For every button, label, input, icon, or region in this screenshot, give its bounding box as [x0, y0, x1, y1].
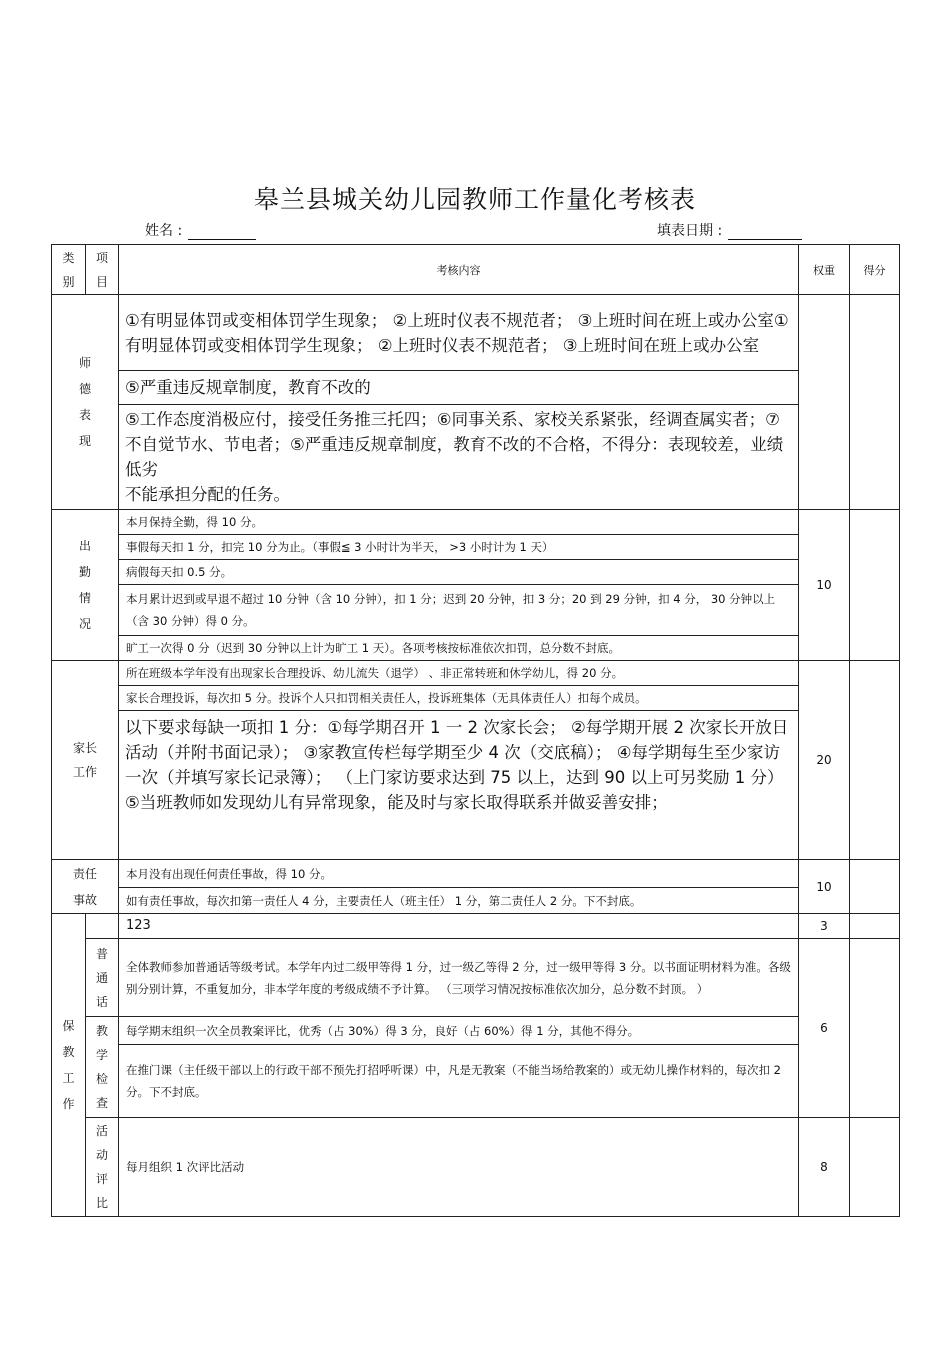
header-row [52, 245, 900, 295]
category-attendance [52, 510, 119, 661]
activity-content: 每月组织 1 次评比活动 [119, 1118, 799, 1217]
attendance-weight: 10 [799, 510, 850, 661]
category-teaching [52, 914, 86, 1217]
table-row [52, 686, 900, 711]
header-item-text: 项目 [95, 250, 108, 289]
inspection-row-2: 在推门课（主任级干部以上的行政干部不预先打招呼听课）中，凡是无教案（不能当场给教案的）或无幼儿操作材料的，每次扣 2 分。下不封底。 [119, 1045, 799, 1118]
category-ethics [52, 295, 119, 510]
inspection-weight: 6 [799, 939, 850, 1118]
attendance-row-2: 事假每天扣 1 分，扣完 10 分为止。（事假≦ 3 小时计为半天， >3 小时计为 1 天） [119, 535, 799, 560]
category-parents [52, 661, 119, 860]
table-row [52, 860, 900, 888]
parents-weight: 20 [799, 661, 850, 860]
ethics-weight [799, 295, 850, 510]
parents-row-3: 以下要求每缺一项扣 1 分：①每学期召开 1 一 2 次家长会； ②每学期开展 2 次家长开放日活动（并附书面记录）； ③家教宣传栏每学期至少 4 次（交底稿）； ④每学期每生至少家访一次（并填写家长记录簿）； （上门家访要求达到 75 以上，达到 90 以上可另奖励 1 分） ⑤当班教师如发现幼儿有异常现象，能及时与家长取得联系并做妥善安排； [119, 711, 799, 860]
ethics-row-1: ①有明显体罚或变相体罚学生现象； ②上班时仪表不规范者； ③上班时间在班上或办公室①有明显体罚或变相体罚学生现象； ②上班时仪表不规范者； ③上班时间在班上或办公室 [119, 295, 799, 371]
category-teaching-text: 保教工作 [62, 1019, 75, 1111]
table-row [52, 1045, 900, 1118]
item-activity-text: 活动评比 [95, 1124, 108, 1210]
item-mandarin-text: 普通话 [95, 946, 108, 1009]
category-safety-text: 责任事故 [72, 866, 97, 907]
ethics-row-3-text: ⑤工作态度消极应付，接受任务推三托四；⑥同事关系、家校关系紧张，经调查属实者；⑦不自觉节水、节电者；⑤严重违反规章制度，教育不改的不合格，不得分：表现较差，业绩低劣 [125, 410, 784, 479]
activity-weight: 8 [799, 1118, 850, 1217]
category-attendance-text: 出勤情况 [78, 539, 91, 631]
attendance-score[interactable] [850, 510, 900, 661]
item-activity [86, 1118, 119, 1217]
parents-row-1: 所在班级本学年没有出现家长合理投诉、幼儿流失（退学） 、非正常转班和休学幼儿，得 20 分。 [119, 661, 799, 686]
teaching-row-0-score[interactable] [850, 914, 900, 939]
activity-score[interactable] [850, 1118, 900, 1217]
table-row [52, 585, 900, 636]
table-row [52, 888, 900, 914]
mandarin-content: 全体教师参加普通话等级考试。本学年内过二级甲等得 1 分，过一级乙等得 2 分，过一级甲等得 3 分。以书面证明材料为准。各级别分别计算，不重复加分，非本学年度的考级成绩不予计算。 （三项学习情况按标准依次加分，总分数不封顶。 ） [119, 939, 799, 1017]
category-parents-text: 家长工作 [72, 741, 97, 779]
table-row [52, 405, 900, 510]
inspection-row-1: 每学期末组织一次全员教案评比，优秀（占 30%）得 3 分，良好（占 60%）得 1 分，其他不得分。 [119, 1017, 799, 1045]
header-content: 考核内容 [119, 245, 799, 295]
name-label: 姓名 : [145, 223, 183, 239]
ethics-score[interactable] [850, 295, 900, 510]
header-weight: 权重 [799, 245, 850, 295]
assessment-table [51, 244, 900, 1217]
safety-row-1: 本月没有出现任何责任事故，得 10 分。 [119, 860, 799, 888]
table-row [52, 711, 900, 860]
date-label: 填表日期 : [657, 223, 723, 239]
safety-score[interactable] [850, 860, 900, 914]
name-blank[interactable] [188, 225, 256, 240]
item-inspection-text: 教学检查 [95, 1024, 108, 1110]
ethics-row-2: ⑤严重违反规章制度，教育不改的 [119, 371, 799, 405]
attendance-row-3: 病假每天扣 0.5 分。 [119, 560, 799, 585]
ethics-row-3 [119, 405, 799, 510]
page-title: 皋兰县城关幼儿园教师工作量化考核表 [253, 185, 696, 214]
teaching-score[interactable] [850, 939, 900, 1118]
header-category [52, 245, 86, 295]
table-row [52, 371, 900, 405]
table-row [52, 1118, 900, 1217]
item-inspection [86, 1017, 119, 1118]
attendance-row-5: 旷工一次得 0 分（迟到 30 分钟以上计为旷工 1 天）。各项考核按标准依次扣罚，总分数不封底。 [119, 636, 799, 661]
teaching-row-0: 123 [119, 914, 799, 939]
category-safety [52, 860, 119, 914]
teaching-row-0-weight: 3 [799, 914, 850, 939]
parents-row-2: 家长合理投诉，每次扣 5 分。投诉个人只扣罚相关责任人，投诉班集体（无具体责任人）扣每个成员。 [119, 686, 799, 711]
table-row [52, 661, 900, 686]
teaching-blank-item [86, 914, 119, 939]
header-score: 得分 [850, 245, 900, 295]
date-blank[interactable] [728, 225, 802, 240]
table-row [52, 939, 900, 1017]
header-item [86, 245, 119, 295]
name-field [145, 220, 256, 240]
safety-row-2: 如有责任事故，每次扣第一责任人 4 分，主要责任人（班主任） 1 分，第二责任人 2 分。下不封底。 [119, 888, 799, 914]
table-row [52, 535, 900, 560]
attendance-row-1: 本月保持全勤，得 10 分。 [119, 510, 799, 535]
table-row [52, 636, 900, 661]
header-category-text: 类别 [62, 250, 75, 289]
date-field [657, 220, 802, 240]
table-row [52, 510, 900, 535]
table-row [52, 560, 900, 585]
safety-weight: 10 [799, 860, 850, 914]
table-row [52, 1017, 900, 1045]
attendance-row-4: 本月累计迟到或早退不超过 10 分钟（含 10 分钟），扣 1 分；迟到 20 分钟，扣 3 分；20 到 29 分钟，扣 4 分， 30 分钟以上（含 30 分钟）得 0 分。 [119, 585, 799, 636]
table-row [52, 295, 900, 371]
parents-score[interactable] [850, 661, 900, 860]
ethics-row-4-text: 不能承担分配的任务。 [125, 485, 290, 504]
table-row [52, 914, 900, 939]
item-mandarin [86, 939, 119, 1017]
category-ethics-text: 师德表现 [78, 356, 91, 448]
